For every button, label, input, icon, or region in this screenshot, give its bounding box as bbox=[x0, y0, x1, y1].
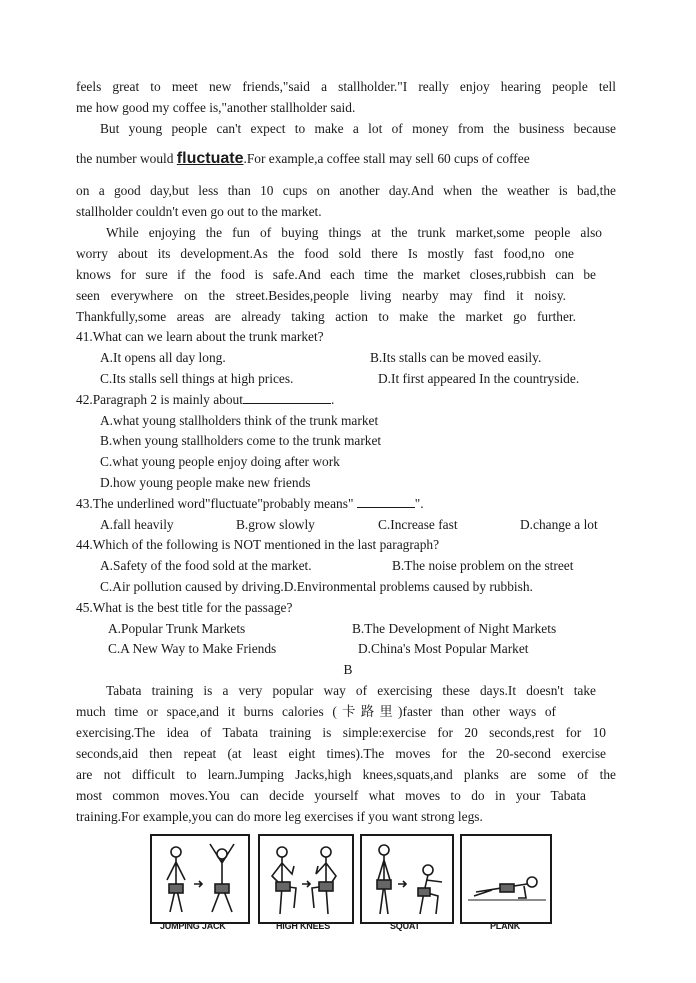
passage-text: the number would bbox=[76, 151, 177, 166]
passage-line: much time or space,and it burns calories (卡路里)faster than other ways of bbox=[76, 704, 556, 719]
plank-illustration bbox=[460, 834, 552, 924]
q43-stem: 43.The underlined word"fluctuate"probably means" bbox=[76, 496, 357, 511]
passage-line: feels great to meet new friends,"said a stallholder."I really enjoy hearing people tell bbox=[76, 79, 616, 94]
passage-line: knows for sure if the food is safe.And each time the market closes,rubbish can be bbox=[76, 267, 596, 282]
high-knees-illustration bbox=[258, 834, 354, 924]
passage-line: are not difficult to learn.Jumping Jacks,high knees,squats,and planks are some of the bbox=[76, 767, 616, 782]
q43-option-b[interactable]: B.grow slowly bbox=[236, 517, 315, 532]
q45-option-d[interactable]: D.China's Most Popular Market bbox=[358, 641, 529, 656]
q41-option-d[interactable]: D.It first appeared In the countryside. bbox=[378, 371, 580, 386]
q45-option-c[interactable]: C.A New Way to Make Friends bbox=[108, 641, 277, 656]
question-42 bbox=[76, 391, 616, 409]
passage-line: me how good my coffee is,"another stallholder said. bbox=[76, 100, 356, 115]
q45-option-a[interactable]: A.Popular Trunk Markets bbox=[108, 621, 246, 636]
caption-high-knees: HIGH KNEES bbox=[276, 921, 331, 931]
passage-text: .For example,a coffee stall may sell 60 cups of coffee bbox=[243, 151, 530, 166]
passage-line: But young people can't expect to make a lot of money from the business because bbox=[100, 121, 616, 136]
squat-illustration bbox=[360, 834, 454, 924]
q41-option-c[interactable]: C.Its stalls sell things at high prices. bbox=[100, 371, 294, 386]
q43-option-c[interactable]: C.Increase fast bbox=[378, 517, 458, 532]
caption-squat: SQUAT bbox=[390, 921, 420, 931]
q44-option-b[interactable]: B.The noise problem on the street bbox=[392, 558, 574, 573]
passage-line: exercising.The idea of Tabata training is simple:exercise for 20 seconds,rest for 10 bbox=[76, 725, 606, 740]
q45-option-b[interactable]: B.The Development of Night Markets bbox=[352, 621, 557, 636]
caption-plank: PLANK bbox=[490, 921, 520, 931]
q44-option-cd[interactable]: C.Air pollution caused by driving.D.Environmental problems caused by rubbish. bbox=[100, 579, 533, 594]
q42-option-a[interactable]: A.what young stallholders think of the trunk market bbox=[100, 413, 379, 428]
question-45: 45.What is the best title for the passage? bbox=[76, 600, 293, 615]
passage-line: Thankfully,some areas are already taking action to make the market go further. bbox=[76, 309, 576, 324]
question-41: 41.What can we learn about the trunk market? bbox=[76, 329, 324, 344]
q42-stem-end: . bbox=[330, 392, 335, 407]
answer-blank bbox=[357, 496, 415, 508]
passage-line: seen everywhere on the street.Besides,people living nearby may find it noisy. bbox=[76, 288, 566, 303]
passage-line: While enjoying the fun of buying things at the trunk market,some people also bbox=[106, 225, 602, 240]
passage-line-fluctuate bbox=[76, 150, 636, 168]
question-43 bbox=[76, 495, 616, 513]
section-heading: B bbox=[343, 662, 353, 677]
q42-option-d[interactable]: D.how young people make new friends bbox=[100, 475, 311, 490]
q43-option-a[interactable]: A.fall heavily bbox=[100, 517, 174, 532]
passage-line: worry about its development.As the food sold there Is mostly fast food,no one bbox=[76, 246, 574, 261]
passage-line: Tabata training is a very popular way of exercising these days.It doesn't take bbox=[106, 683, 596, 698]
q44-option-a[interactable]: A.Safety of the food sold at the market. bbox=[100, 558, 312, 573]
q43-option-d[interactable]: D.change a lot bbox=[520, 517, 598, 532]
underlined-word: fluctuate bbox=[176, 150, 244, 167]
passage-line: training.For example,you can do more leg exercises if you want strong legs. bbox=[76, 809, 483, 824]
passage-line: seconds,aid then repeat (at least eight times).The moves for the 20-second exercise bbox=[76, 746, 606, 761]
answer-blank bbox=[243, 392, 331, 404]
jumping-jack-illustration bbox=[150, 834, 250, 924]
q42-option-b[interactable]: B.when young stallholders come to the trunk market bbox=[100, 433, 382, 448]
q41-option-a[interactable]: A.It opens all day long. bbox=[100, 350, 226, 365]
passage-line: most common moves.You can decide yourself what moves to do in your Tabata bbox=[76, 788, 586, 803]
q42-option-c[interactable]: C.what young people enjoy doing after work bbox=[100, 454, 340, 469]
passage-line: on a good day,but less than 10 cups on another day.And when the weather is bad,the bbox=[76, 183, 616, 198]
q41-option-b[interactable]: B.Its stalls can be moved easily. bbox=[370, 350, 542, 365]
passage-line: stallholder couldn't even go out to the market. bbox=[76, 204, 322, 219]
q43-stem-end: ". bbox=[414, 496, 424, 511]
q42-stem: 42.Paragraph 2 is mainly about bbox=[76, 392, 243, 407]
question-44: 44.Which of the following is NOT mentioned in the last paragraph? bbox=[76, 537, 440, 552]
caption-jumping-jack: JUMPING JACK bbox=[160, 921, 226, 931]
